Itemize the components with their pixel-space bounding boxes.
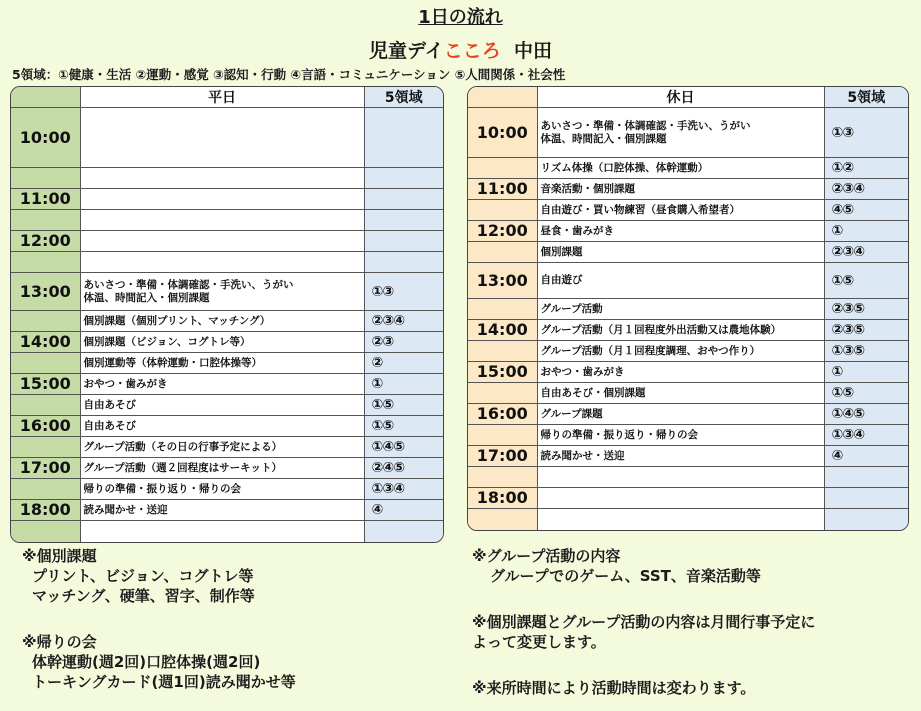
weekday-activity-cell (80, 189, 364, 210)
holiday-domains-cell (824, 467, 908, 488)
holiday-domains-cell: ①③④ (824, 425, 908, 446)
weekday-time-cell: 10:00 (11, 108, 80, 168)
weekday-activity-cell (80, 108, 364, 168)
weekday-header: 平日 (80, 87, 364, 108)
weekday-row (11, 273, 443, 311)
holiday-domains-cell: ②③⑤ (824, 320, 908, 341)
weekday-time-cell (11, 437, 80, 458)
notes-change (472, 612, 815, 652)
holiday-domains-cell: ①⑤ (824, 263, 908, 299)
holiday-time-cell: 12:00 (468, 221, 537, 242)
weekday-row (11, 353, 443, 374)
note-arrival: ※来所時間により活動時間は変わります。 (472, 679, 756, 697)
weekday-time-cell: 12:00 (11, 231, 80, 252)
holiday-activity-cell: 昼食・歯みがき (537, 221, 824, 242)
weekday-activity-cell: 読み聞かせ・送迎 (80, 500, 364, 521)
note-group-line: グループでのゲーム、SST、音楽活動等 (490, 567, 761, 585)
weekday-row (11, 189, 443, 210)
holiday-row (468, 404, 908, 425)
note-individual-line: マッチング、硬筆、習字、制作等 (32, 587, 255, 605)
holiday-activity-cell (537, 108, 824, 158)
holiday-domains-cell: ④⑤ (824, 200, 908, 221)
holiday-activity-cell (537, 467, 824, 488)
weekday-row (11, 479, 443, 500)
holiday-domains-cell: ①③ (824, 108, 908, 158)
weekday-time-cell (11, 353, 80, 374)
holiday-domains-cell: ①② (824, 158, 908, 179)
holiday-activity-cell (537, 488, 824, 509)
holiday-time-cell (468, 242, 537, 263)
weekday-activity-line: あいさつ・準備・体調確認・手洗い、うがい (83, 279, 294, 292)
holiday-row (468, 200, 908, 221)
weekday-domains-cell: ②④⑤ (364, 458, 443, 479)
facility-location: 中田 (513, 40, 552, 62)
holiday-time-cell (468, 200, 537, 221)
note-return-line: トーキングカード(週1回)読み聞かせ等 (32, 673, 296, 691)
weekday-domains-cell (364, 252, 443, 273)
weekday-row (11, 374, 443, 395)
holiday-domains-cell: ②③④ (824, 242, 908, 263)
weekday-domains-cell: ① (364, 374, 443, 395)
holiday-time-cell: 18:00 (468, 488, 537, 509)
weekday-activity-cell: 個別運動等（体幹運動・口腔体操等） (80, 353, 364, 374)
weekday-domains-cell (364, 231, 443, 252)
weekday-activity-cell (80, 168, 364, 189)
weekday-domains-cell: ①③④ (364, 479, 443, 500)
weekday-domains-cell (364, 210, 443, 231)
holiday-domains-cell: ①⑤ (824, 383, 908, 404)
holiday-time-cell: 17:00 (468, 446, 537, 467)
weekday-row (11, 332, 443, 353)
weekday-time-cell: 13:00 (11, 273, 80, 311)
weekday-activity-cell (80, 521, 364, 542)
holiday-activity-cell (537, 509, 824, 530)
notes-group (472, 546, 761, 586)
holiday-row (468, 488, 908, 509)
weekday-domains-cell: ①④⑤ (364, 437, 443, 458)
holiday-domain-header: 5領域 (824, 87, 908, 108)
weekday-activity-cell: 帰りの準備・振り返り・帰りの会 (80, 479, 364, 500)
holiday-activity-cell: グループ活動（月１回程度外出活動又は農地体験） (537, 320, 824, 341)
weekday-row (11, 231, 443, 252)
weekday-activity-cell: おやつ・歯みがき (80, 374, 364, 395)
weekday-domains-cell: ①⑤ (364, 416, 443, 437)
facility-name-main: 児童デイ (369, 40, 444, 62)
weekday-row (11, 458, 443, 479)
holiday-row (468, 362, 908, 383)
holiday-activity-cell: グループ活動 (537, 299, 824, 320)
holiday-activity-cell: リズム体操（口腔体操、体幹運動） (537, 158, 824, 179)
weekday-time-cell: 15:00 (11, 374, 80, 395)
holiday-activity-line: 体温、時間記入・個別課題 (540, 132, 667, 145)
weekday-domains-cell: ①⑤ (364, 395, 443, 416)
holiday-activity-cell: 自由遊び (537, 263, 824, 299)
weekday-domains-cell: ①③ (364, 273, 443, 311)
weekday-time-cell (11, 210, 80, 231)
weekday-schedule-table (10, 86, 444, 543)
holiday-time-cell: 14:00 (468, 320, 537, 341)
holiday-time-cell: 13:00 (468, 263, 537, 299)
holiday-row (468, 221, 908, 242)
weekday-domain-header: 5領域 (364, 87, 443, 108)
weekday-activity-cell: グループ活動（週２回程度はサーキット） (80, 458, 364, 479)
note-return-title: ※帰りの会 (22, 633, 97, 651)
holiday-domains-cell: ①③⑤ (824, 341, 908, 362)
weekday-row (11, 416, 443, 437)
holiday-time-cell (468, 509, 537, 530)
holiday-time-cell: 11:00 (468, 179, 537, 200)
weekday-row (11, 500, 443, 521)
weekday-activity-cell: グループ活動（その日の行事予定による） (80, 437, 364, 458)
page-title: 1日の流れ (418, 7, 503, 28)
holiday-header: 休日 (537, 87, 824, 108)
weekday-domains-cell: ④ (364, 500, 443, 521)
weekday-activity-cell (80, 210, 364, 231)
note-change-line: ※個別課題とグループ活動の内容は月間行事予定に (472, 613, 816, 631)
note-group-title: ※グループ活動の内容 (472, 547, 621, 565)
note-individual-title: ※個別課題 (22, 547, 97, 565)
notes-return (22, 632, 296, 692)
holiday-time-cell (468, 383, 537, 404)
weekday-domains-cell: ②③④ (364, 311, 443, 332)
holiday-time-cell (468, 299, 537, 320)
weekday-domains-cell (364, 168, 443, 189)
facility-name (0, 36, 921, 63)
holiday-row (468, 383, 908, 404)
holiday-row (468, 446, 908, 467)
weekday-time-cell: 16:00 (11, 416, 80, 437)
weekday-activity-cell: 個別課題（個別プリント、マッチング） (80, 311, 364, 332)
weekday-activity-cell (80, 273, 364, 311)
weekday-row (11, 168, 443, 189)
holiday-activity-cell: 自由あそび・個別課題 (537, 383, 824, 404)
weekday-time-cell (11, 479, 80, 500)
holiday-domains-cell (824, 509, 908, 530)
facility-name-accent: こころ (443, 40, 501, 62)
weekday-row (11, 395, 443, 416)
weekday-time-cell (11, 311, 80, 332)
holiday-domains-cell: ④ (824, 446, 908, 467)
holiday-schedule-table (467, 86, 909, 531)
holiday-activity-cell: 個別課題 (537, 242, 824, 263)
weekday-time-cell: 17:00 (11, 458, 80, 479)
weekday-row (11, 311, 443, 332)
weekday-row (11, 521, 443, 542)
holiday-time-cell (468, 467, 537, 488)
weekday-row (11, 108, 443, 168)
weekday-activity-cell: 自由あそび (80, 395, 364, 416)
holiday-row (468, 320, 908, 341)
holiday-time-cell: 10:00 (468, 108, 537, 158)
holiday-activity-cell: 読み聞かせ・送迎 (537, 446, 824, 467)
note-change-line: よって変更します。 (472, 633, 606, 651)
holiday-row (468, 341, 908, 362)
holiday-row (468, 158, 908, 179)
holiday-domains-cell: ①④⑤ (824, 404, 908, 425)
weekday-time-cell (11, 168, 80, 189)
holiday-row (468, 425, 908, 446)
holiday-activity-cell: グループ活動（月１回程度調理、おやつ作り） (537, 341, 824, 362)
note-individual-line: プリント、ビジョン、コグトレ等 (32, 567, 254, 585)
note-return-line: 体幹運動(週2回)口腔体操(週2回) (32, 653, 261, 671)
weekday-time-cell: 11:00 (11, 189, 80, 210)
holiday-activity-cell: おやつ・歯みがき (537, 362, 824, 383)
holiday-domains-cell (824, 488, 908, 509)
weekday-activity-cell (80, 231, 364, 252)
weekday-row (11, 210, 443, 231)
holiday-activity-cell: 音楽活動・個別課題 (537, 179, 824, 200)
holiday-row (468, 179, 908, 200)
holiday-activity-cell: 自由遊び・買い物練習（昼食購入希望者） (537, 200, 824, 221)
weekday-activity-cell: 個別課題（ビジョン、コグトレ等） (80, 332, 364, 353)
weekday-time-cell: 14:00 (11, 332, 80, 353)
weekday-domains-cell: ②③ (364, 332, 443, 353)
domains-legend: 5領域：①健康・生活 ②運動・感覚 ③認知・行動 ④言語・コミュニケーション ⑤人間関係・社会性 (12, 67, 566, 82)
holiday-row (468, 263, 908, 299)
holiday-domains-cell: ① (824, 221, 908, 242)
holiday-row (468, 299, 908, 320)
weekday-time-header (11, 87, 80, 108)
weekday-domains-cell (364, 521, 443, 542)
holiday-time-cell: 16:00 (468, 404, 537, 425)
holiday-domains-cell: ① (824, 362, 908, 383)
weekday-activity-cell (80, 252, 364, 273)
weekday-domains-cell (364, 108, 443, 168)
holiday-row (468, 509, 908, 530)
weekday-time-cell (11, 252, 80, 273)
weekday-time-cell: 18:00 (11, 500, 80, 521)
holiday-row (468, 108, 908, 158)
weekday-row (11, 252, 443, 273)
notes-individual (22, 546, 255, 606)
weekday-row (11, 437, 443, 458)
weekday-domains-cell: ② (364, 353, 443, 374)
weekday-activity-line: 体温、時間記入・個別課題 (83, 291, 210, 304)
holiday-domains-cell: ②③⑤ (824, 299, 908, 320)
weekday-activity-cell: 自由あそび (80, 416, 364, 437)
holiday-time-cell (468, 158, 537, 179)
holiday-row (468, 467, 908, 488)
holiday-activity-cell: 帰りの準備・振り返り・帰りの会 (537, 425, 824, 446)
holiday-domains-cell: ②③④ (824, 179, 908, 200)
holiday-time-cell (468, 341, 537, 362)
weekday-time-cell (11, 395, 80, 416)
holiday-row (468, 242, 908, 263)
holiday-time-cell (468, 425, 537, 446)
weekday-domains-cell (364, 189, 443, 210)
holiday-activity-line: あいさつ・準備・体調確認・手洗い、うがい (540, 120, 751, 133)
holiday-time-cell: 15:00 (468, 362, 537, 383)
weekday-time-cell (11, 521, 80, 542)
holiday-activity-cell: グループ課題 (537, 404, 824, 425)
holiday-time-header (468, 87, 537, 108)
